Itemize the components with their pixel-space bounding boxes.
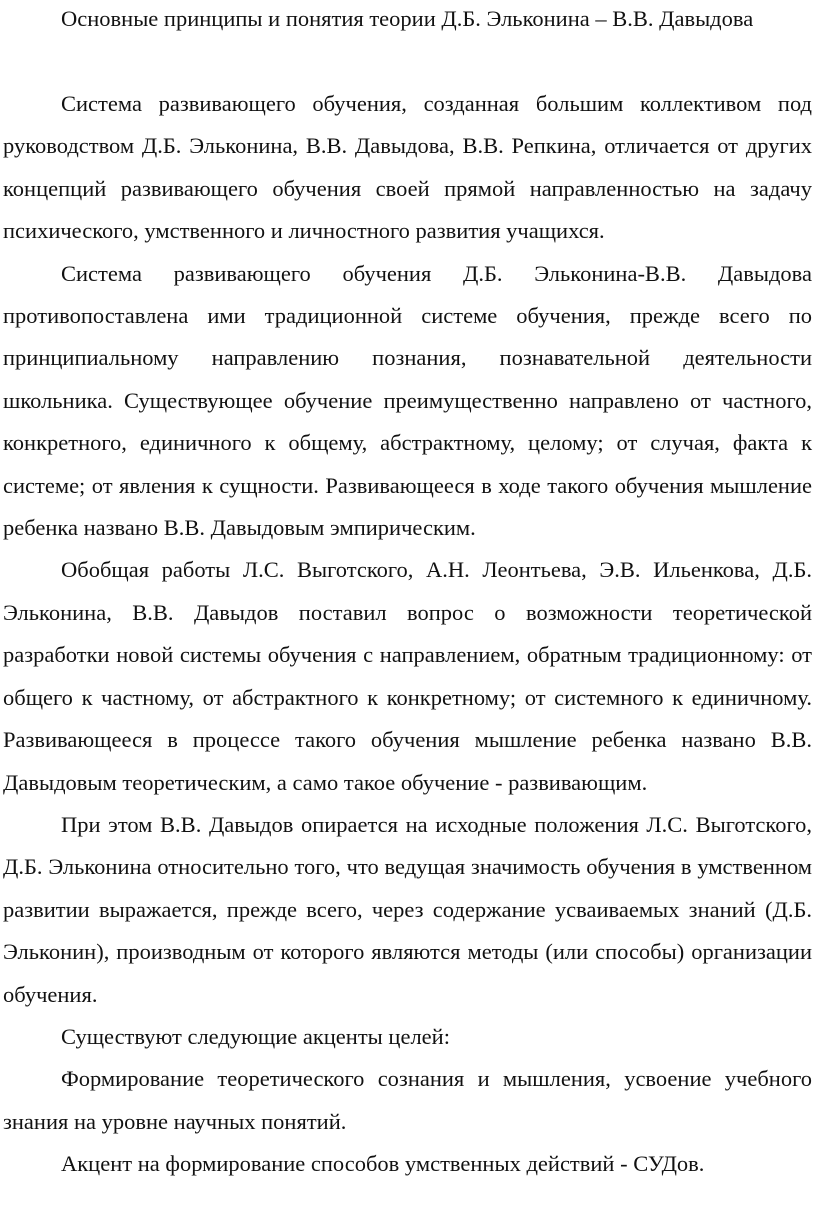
paragraph-goal-theoretical-consciousness: Формирование теоретического сознания и мышления, усвоение учебного знания на уровне научных понятий. [3,1066,812,1134]
paragraph-theoretical-development: Обобщая работы Л.С. Выготского, А.Н. Леонтьева, Э.В. Ильенкова, Д.Б. Эльконина, В.В. Давыдов поставил вопрос о возможности теоретической разработки новой системы обучения с направлением, обратным традиционному: от общего к частному, от абстрактного к конкретному; от системного к единичному. Развивающееся в процессе такого обучения мышление ребенка названо В.В. Давыдовым теоретическим, а само такое обучение - развивающим. [3,557,812,795]
paragraph-goal-accents-intro: Существуют следующие акценты целей: [61,1023,450,1049]
title-spacer [3,40,812,83]
paragraph-traditional-opposition: Система развивающего обучения Д.Б. Эльконина-В.В. Давыдова противопоставлена ими традиционной системе обучения, прежде всего по принципиальному направлению познания, познавательной деятельности школьника. Существующее обучение преимущественно направлено от частного, конкретного, единичного к общему, абстрактному, целому; от случая, факта к системе; от явления к сущности. Развивающееся в ходе такого обучения мышление ребенка названо В.В. Давыдовым эмпирическим. [3,260,812,541]
paragraph-goal-mental-actions: Акцент на формирование способов умственных действий - СУДов. [61,1151,705,1177]
document-title: Основные принципы и понятия теории Д.Б. Эльконина – В.В. Давыдова [61,6,754,31]
paragraph-vygotsky-basis: При этом В.В. Давыдов опирается на исходные положения Л.С. Выготского, Д.Б. Эльконина относительно того, что ведущая значимость обучения в умственном развитии выражается, прежде всего, через содержание усваиваемых знаний (Д.Б. Эльконин), производным от которого являются методы (или способы) организации обучения. [3,811,812,1007]
paragraph-system-description: Система развивающего обучения, созданная большим коллективом под руководством Д.Б. Эльконина, В.В. Давыдова, В.В. Репкина, отличается от других концепций развивающего обучения своей прямой направленностью на задачу психического, умственного и личностного развития учащихся. [3,91,812,244]
